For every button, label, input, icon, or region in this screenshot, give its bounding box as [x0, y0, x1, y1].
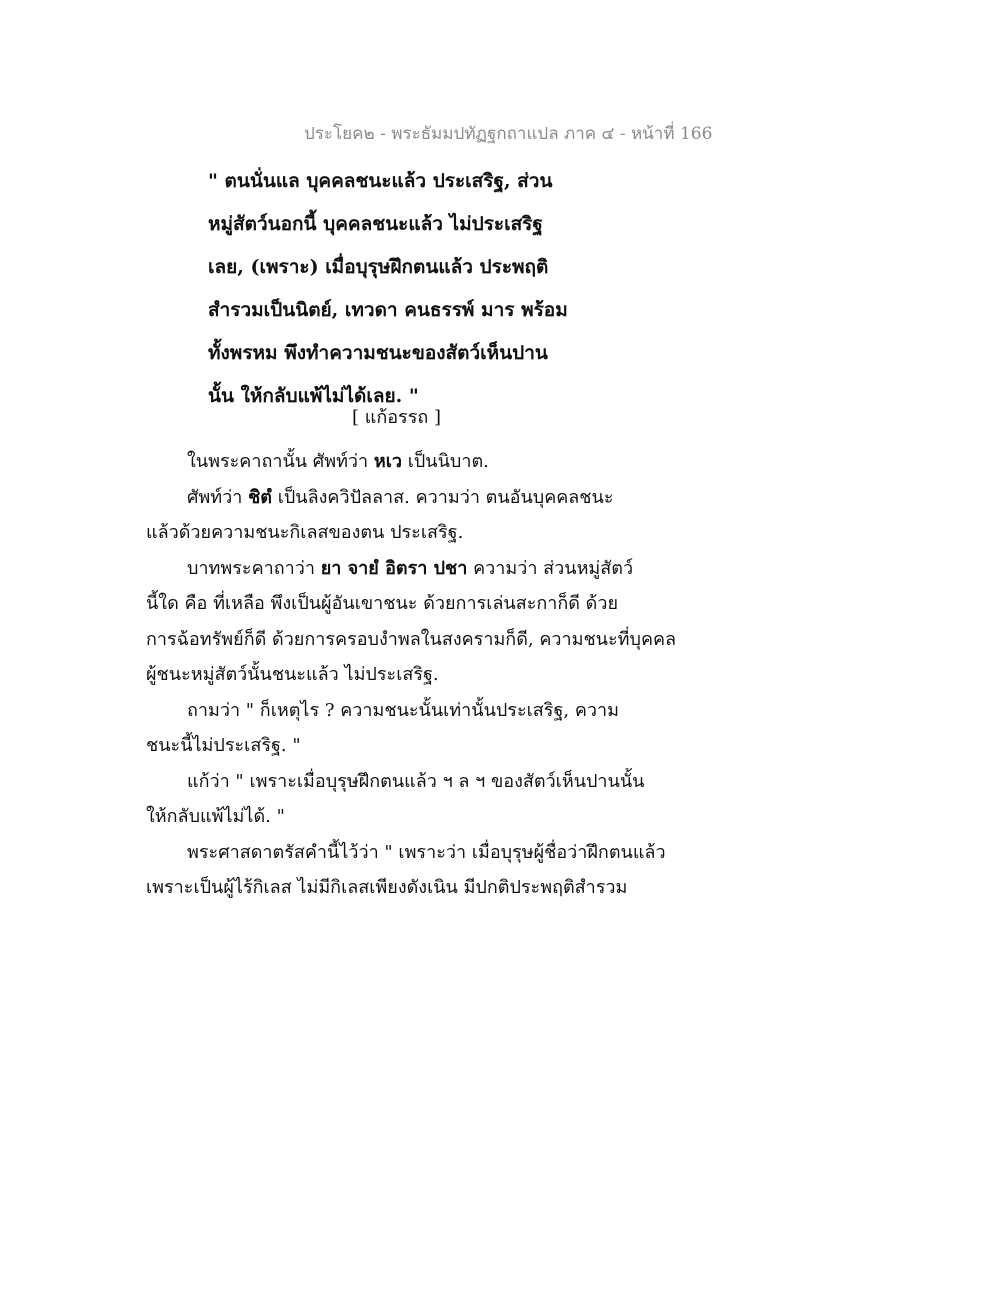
paragraph-line: ชนะนี้ไม่ประเสริฐ. ": [146, 735, 301, 756]
paragraph-line: พระศาสดาตรัสคำนี้ไว้ว่า " เพราะว่า เมื่อบุรุษผู้ชื่อว่าฝึกตนแล้ว: [187, 841, 666, 863]
paragraph-line: เพราะเป็นผู้ไร้กิเลส ไม่มีกิเลสเพียงดังเนิน มีปกติประพฤติสำรวม: [146, 877, 628, 898]
text-run: บาทพระคาถาว่า: [187, 557, 321, 579]
pali-term: ชิตํ: [248, 486, 272, 508]
pali-term: ยา จายํ อิตรา ปชา: [320, 557, 468, 579]
verse-line: " ตนนั่นแล บุคคลชนะแล้ว ประเสริฐ, ส่วน: [208, 170, 553, 192]
pali-term: หเว: [373, 451, 402, 472]
verse-line: นั้น ให้กลับแพ้ไม่ได้เลย. ": [208, 385, 419, 407]
text-run: ในพระคาถานั้น ศัพท์ว่า: [187, 451, 374, 472]
verse-line: ทั้งพรหม พึงทำความชนะของสัตว์เห็นปาน: [208, 342, 548, 364]
text-run: ความว่า ส่วนหมู่สัตว์: [467, 557, 634, 579]
text-run: เป็นนิบาต.: [402, 451, 489, 472]
paragraph-line: นี้ใด คือ ที่เหลือ พึงเป็นผู้อันเขาชนะ ด้วยการเล่นสะกาก็ดี ด้วย: [146, 593, 619, 614]
verse-line: เลย, (เพราะ) เมื่อบุรุษฝึกตนแล้ว ประพฤติ: [208, 256, 549, 278]
paragraph-line: [146, 480, 726, 516]
verse-line: สำรวมเป็นนิตย์, เทวดา คนธรรพ์ มาร พร้อม: [208, 299, 568, 321]
paragraph-line: ให้กลับแพ้ไม่ได้. ": [146, 806, 285, 827]
text-run: เป็นลิงควิปัลลาส. ความว่า ตนอันบุคคลชนะ: [272, 486, 614, 508]
running-head: ประโยค๒ - พระธัมมปทัฏฐกถาแปล ภาค ๔ - หน้าที่ 166: [304, 124, 713, 144]
paragraph-line: [146, 551, 726, 587]
paragraph-line: [146, 444, 726, 480]
body-text: [146, 444, 726, 906]
section-title: [ แก้อรรถ ]: [352, 407, 442, 428]
text-run: ศัพท์ว่า: [187, 486, 249, 508]
verse-line: หมู่สัตว์นอกนี้ บุคคลชนะแล้ว ไม่ประเสริฐ: [208, 213, 543, 235]
paragraph-line: ถามว่า " ก็เหตุไร ? ความชนะนั้นเท่านั้นประเสริฐ, ความ: [187, 699, 619, 721]
paragraph-line: แก้ว่า " เพราะเมื่อบุรุษฝึกตนแล้ว ฯ ล ฯ ของสัตว์เห็นปานนั้น: [187, 770, 645, 792]
paragraph-line: ผู้ชนะหมู่สัตว์นั้นชนะแล้ว ไม่ประเสริฐ.: [146, 664, 439, 685]
verse-block: [208, 160, 708, 418]
paragraph-line: การฉ้อทรัพย์ก็ดี ด้วยการครอบงำพลในสงครามก็ดี, ความชนะที่บุคคล: [146, 628, 677, 650]
paragraph-line: แล้วด้วยความชนะกิเลสของตน ประเสริฐ.: [146, 522, 464, 543]
